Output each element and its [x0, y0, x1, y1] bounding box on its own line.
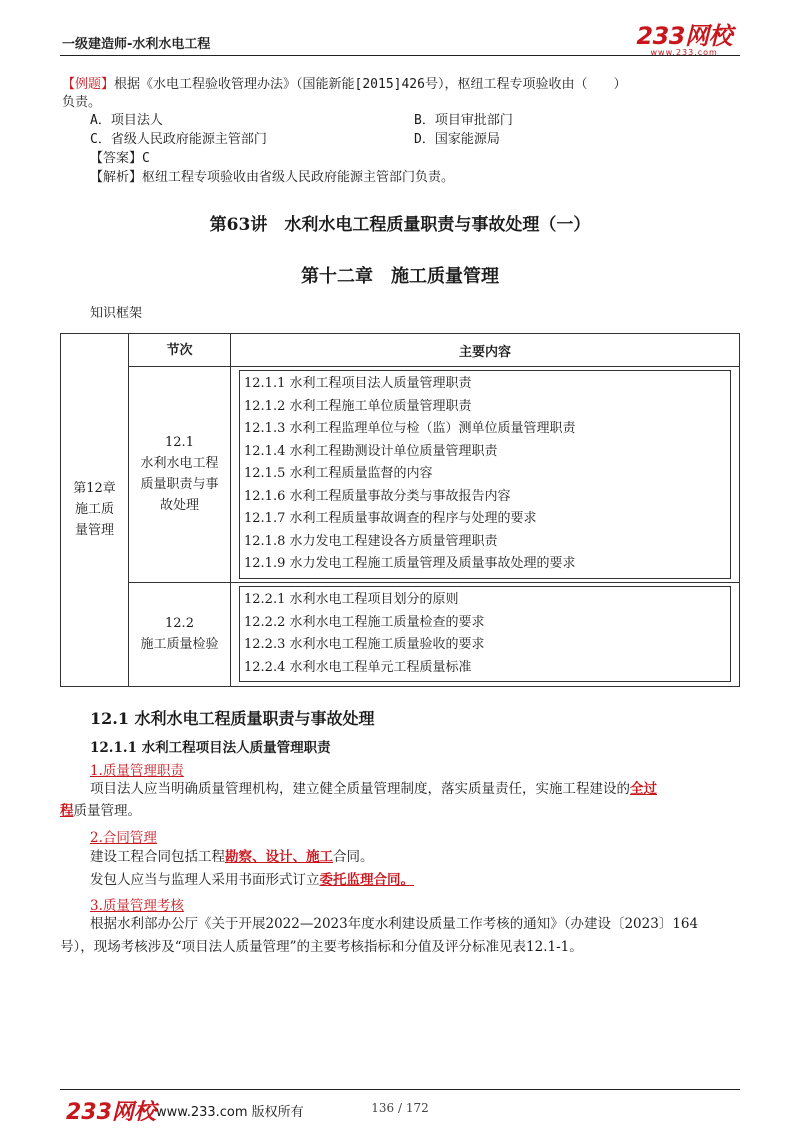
highlight: 程 [60, 803, 74, 819]
highlight: 委托监理合同。 [319, 872, 414, 888]
section-cell-12-1: 12.1 水利水电工程 质量职责与事 故处理 [129, 367, 231, 583]
knowledge-framework-table [60, 333, 740, 687]
list-item: 12.1.6 水利工程质量事故分类与事故报告内容 [244, 488, 511, 504]
brand-logo[interactable] [636, 24, 732, 57]
paragraph: 项目法人应当明确质量管理机构，建立健全质量管理制度，落实质量责任，实施工程建设的全过 [90, 781, 657, 797]
answer: 【答案】C [90, 151, 150, 166]
example-question-line1: 根据《水电工程验收管理办法》（国能新能[2015]426号），枢纽工程专项验收由（ ） [114, 77, 627, 92]
section-heading: 12.1 水利水电工程质量职责与事故处理 [90, 709, 375, 728]
option-d: D．国家能源局 [414, 132, 500, 147]
content-list [239, 370, 731, 579]
footer-logo[interactable]: 233网校 [66, 1100, 156, 1125]
list-item: 12.2.3 水利水电工程施工质量验收的要求 [244, 637, 485, 652]
option-a: A．项目法人 [90, 113, 163, 128]
column-header-content: 主要内容 [231, 334, 740, 367]
column-header-section: 节次 [129, 334, 231, 367]
paragraph-cont: 程质量管理。 [60, 803, 141, 819]
subsection-heading: 12.1.1 水利工程项目法人质量管理职责 [90, 740, 331, 756]
list-item: 12.1.2 水利工程施工单位质量管理职责 [244, 398, 472, 414]
footer-copyright: www.233.com 版权所有 [156, 1105, 304, 1120]
list-item: 12.1.4 水利工程勘测设计单位质量管理职责 [244, 443, 498, 459]
option-c: C．省级人民政府能源主管部门 [90, 132, 267, 147]
list-item: 12.1.5 水利工程质量监督的内容 [244, 466, 433, 481]
topic-assessment[interactable]: 3.质量管理考核 [90, 898, 184, 914]
list-item: 12.2.2 水利水电工程施工质量检查的要求 [244, 614, 485, 630]
paragraph: 发包人应当与监理人采用书面形式订立委托监理合同。 [90, 872, 414, 888]
lecture-title: 第63讲 水利水电工程质量职责与事故处理（一） [209, 215, 591, 235]
list-item: 12.2.1 水利水电工程项目划分的原则 [244, 592, 459, 607]
highlight: 勘察、设计、施工 [225, 849, 333, 865]
example-tag: 【例题】 [62, 77, 115, 92]
option-b: B．项目审批部门 [414, 113, 513, 128]
header-divider [60, 55, 740, 56]
example-question [62, 76, 742, 94]
topic-quality-duty[interactable]: 1.质量管理职责 [90, 763, 184, 779]
page-number: 136 / 172 [371, 1101, 429, 1115]
list-item: 12.1.1 水利工程项目法人质量管理职责 [244, 376, 472, 391]
list-item: 12.1.3 水利工程监理单位与检（监）测单位质量管理职责 [244, 421, 576, 436]
example-question-line2: 负责。 [62, 95, 102, 110]
analysis: 【解析】枢纽工程专项验收由省级人民政府能源主管部门负责。 [90, 170, 455, 185]
table-row [61, 367, 740, 583]
list-item: 12.1.7 水利工程质量事故调查的程序与处理的要求 [244, 511, 537, 526]
chapter-cell: 第12章 施工质 量管理 [61, 334, 129, 687]
table-row [61, 582, 740, 686]
chapter-title: 第十二章 施工质量管理 [301, 266, 499, 287]
content-list [239, 586, 731, 682]
footer-divider [60, 1089, 740, 1090]
paragraph: 根据水利部办公厅《关于开展2022—2023年度水利建设质量工作考核的通知》（办建设〔2023〕164 [90, 916, 699, 932]
topic-contract[interactable]: 2.合同管理 [90, 830, 157, 846]
content-cell-12-1 [231, 367, 740, 583]
list-item: 12.2.4 水利水电工程单元工程质量标准 [244, 659, 472, 675]
logo-text: 233网校 [636, 22, 732, 50]
paragraph-cont: 号），现场考核涉及“项目法人质量管理”的主要考核指标和分值及评分标准见表12.1-1。 [60, 939, 583, 955]
section-cell-12-2: 12.2 施工质量检验 [129, 582, 231, 686]
highlight: 全过 [630, 781, 657, 797]
paragraph: 建设工程合同包括工程勘察、设计、施工合同。 [90, 849, 374, 865]
content-cell-12-2 [231, 582, 740, 686]
list-item: 12.1.8 水力发电工程建设各方质量管理职责 [244, 533, 498, 549]
header-title: 一级建造师-水利水电工程 [62, 37, 211, 52]
list-item: 12.1.9 水力发电工程施工质量管理及质量事故处理的要求 [244, 556, 576, 571]
frame-label: 知识框架 [90, 306, 143, 321]
logo-url: www.233.com [650, 48, 718, 57]
